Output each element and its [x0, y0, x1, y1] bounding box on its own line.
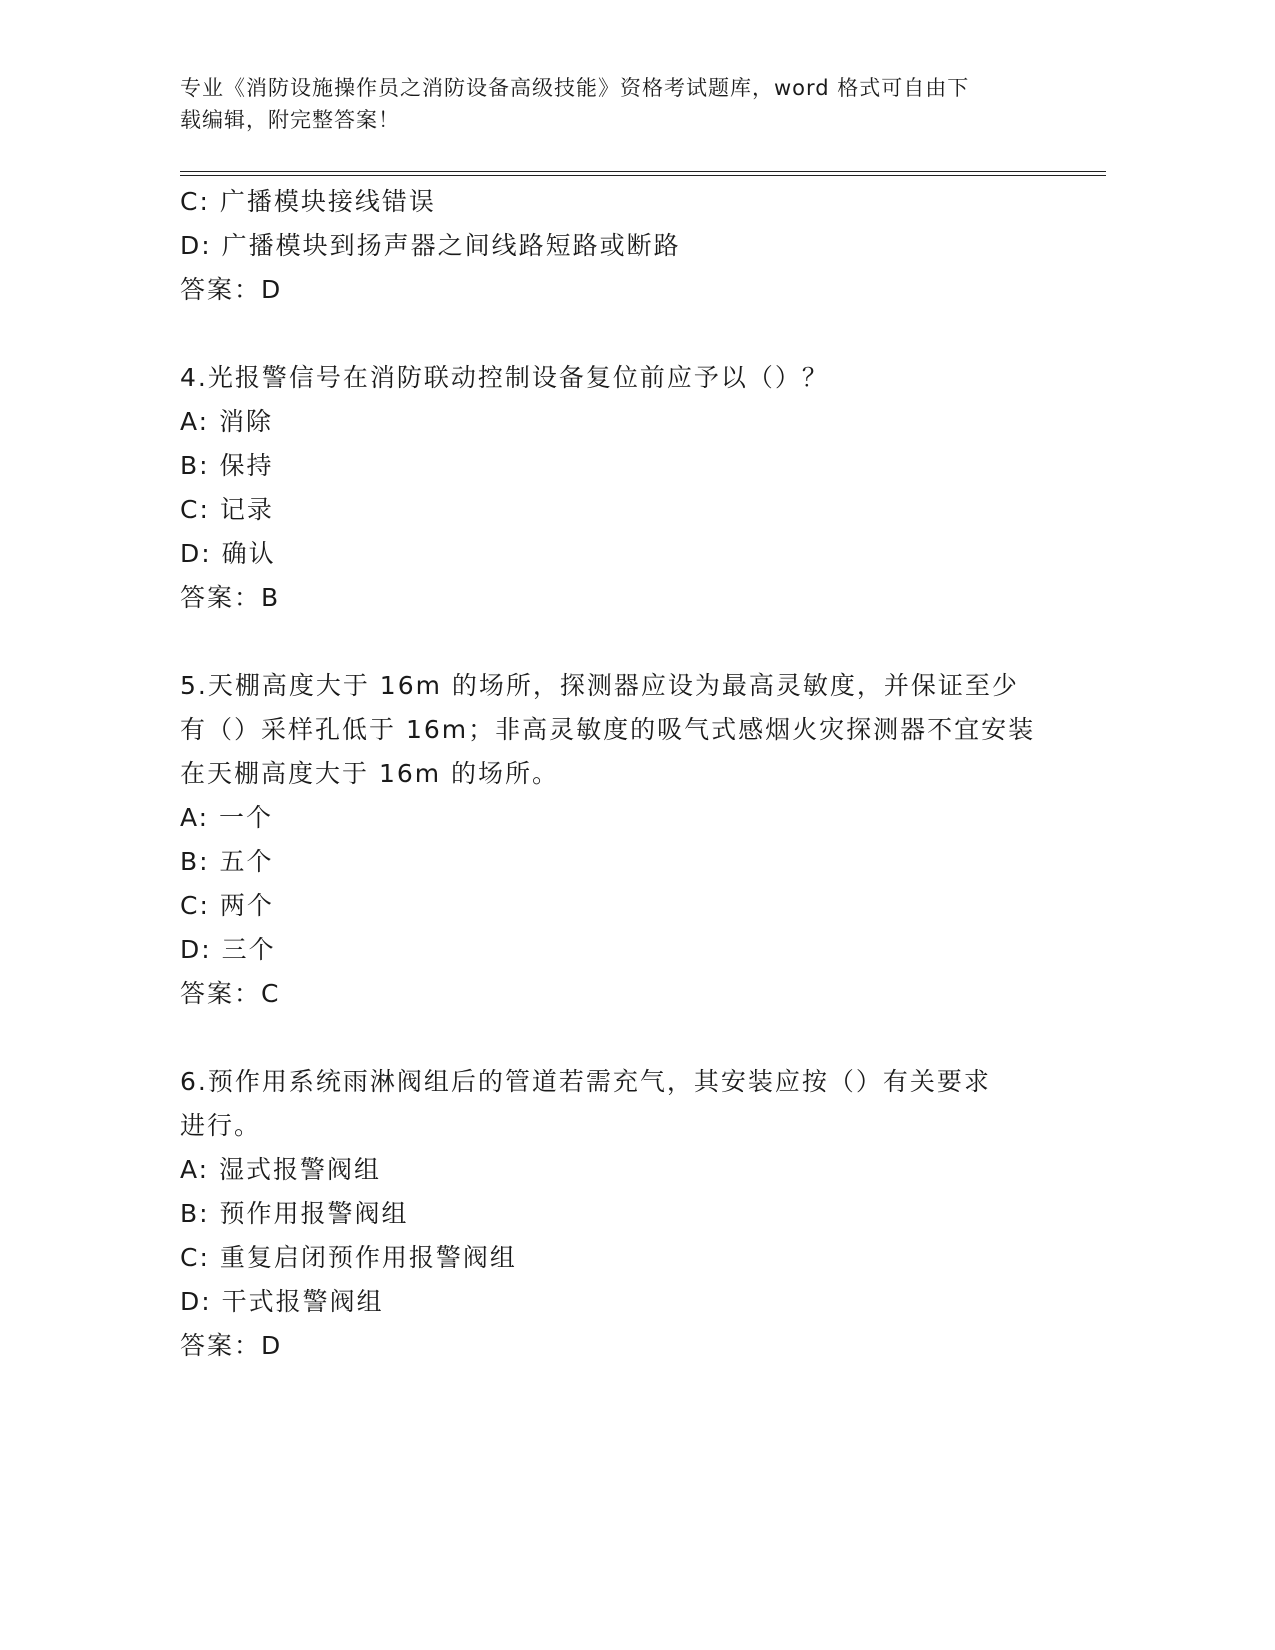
option-d: D: 确认	[180, 539, 276, 568]
question-text-line-1: 6.预作用系统雨淋阀组后的管道若需充气，其安装应按（）有关要求	[180, 1067, 991, 1096]
header-line-1: 专业《消防设施操作员之消防设备高级技能》资格考试题库，word 格式可自由下	[180, 76, 970, 100]
option-b: B: 五个	[180, 847, 274, 876]
question-3-tail	[180, 180, 1060, 312]
document-header	[180, 72, 1040, 136]
header-line-2: 载编辑，附完整答案！	[180, 108, 400, 132]
option-a: A: 一个	[180, 803, 274, 832]
option-c: C: 广播模块接线错误	[180, 187, 436, 216]
option-d: D: 广播模块到扬声器之间线路短路或断路	[180, 231, 681, 260]
question-text-line-2: 有（）采样孔低于 16m；非高灵敏度的吸气式感烟火灾探测器不宜安装	[180, 715, 1036, 744]
option-b: B: 预作用报警阀组	[180, 1199, 409, 1228]
option-c: C: 重复启闭预作用报警阀组	[180, 1243, 517, 1272]
spacer	[180, 620, 1060, 664]
option-a: A: 消除	[180, 407, 274, 436]
answer: 答案：C	[180, 979, 281, 1008]
answer: 答案：D	[180, 275, 283, 304]
answer: 答案：D	[180, 1331, 283, 1360]
option-d: D: 干式报警阀组	[180, 1287, 384, 1316]
question-5	[180, 664, 1060, 1016]
option-c: C: 两个	[180, 891, 274, 920]
option-a: A: 湿式报警阀组	[180, 1155, 382, 1184]
answer: 答案：B	[180, 583, 281, 612]
option-d: D: 三个	[180, 935, 276, 964]
question-4	[180, 356, 1060, 620]
question-text: 4.光报警信号在消防联动控制设备复位前应予以（）？	[180, 363, 829, 392]
question-6	[180, 1060, 1060, 1368]
question-text-line-1: 5.天棚高度大于 16m 的场所，探测器应设为最高灵敏度，并保证至少	[180, 671, 1019, 700]
header-divider-top	[180, 171, 1106, 172]
spacer	[180, 1016, 1060, 1060]
option-c: C: 记录	[180, 495, 274, 524]
question-text-line-2: 进行。	[180, 1111, 262, 1140]
header-divider-bottom	[180, 175, 1106, 176]
option-b: B: 保持	[180, 451, 274, 480]
question-text-line-3: 在天棚高度大于 16m 的场所。	[180, 759, 560, 788]
question-list	[180, 180, 1060, 1368]
spacer	[180, 312, 1060, 356]
